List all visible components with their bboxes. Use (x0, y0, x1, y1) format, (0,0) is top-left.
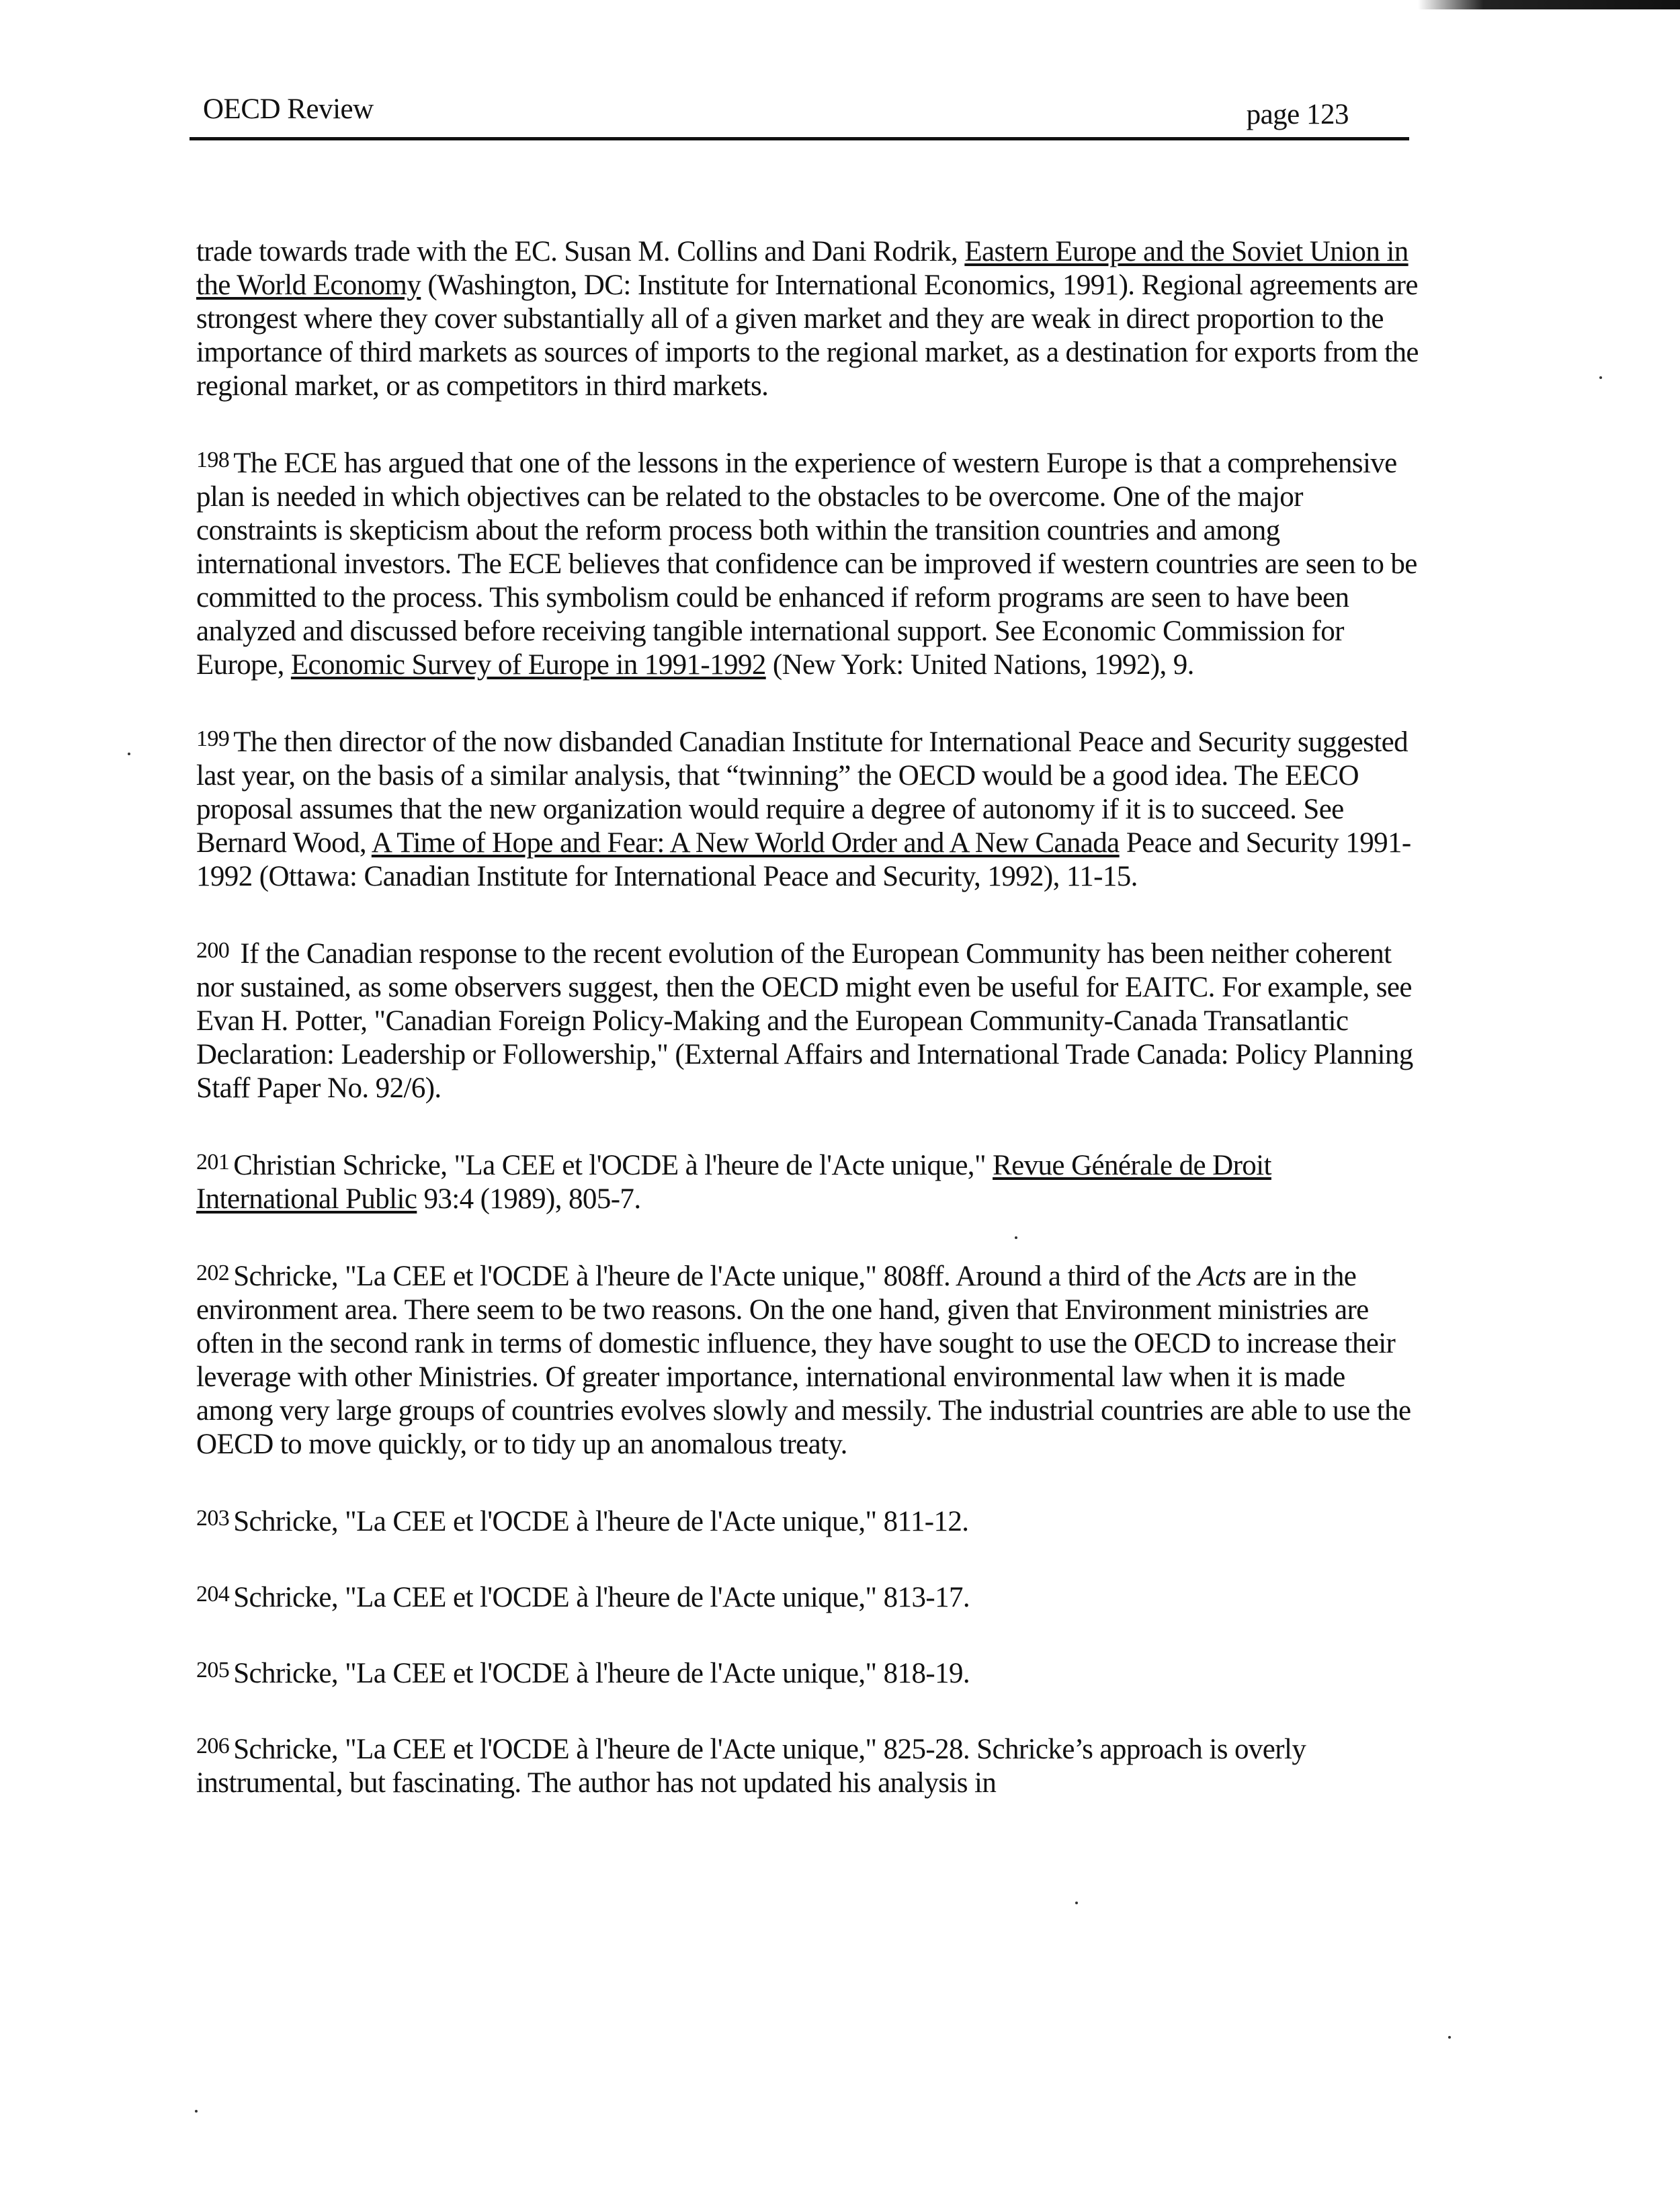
page-header (190, 89, 1409, 140)
note-number: 202 (196, 1261, 230, 1285)
scan-speck (1075, 1902, 1078, 1904)
endnote-continuation (196, 235, 1419, 403)
endnote-205 (196, 1654, 1419, 1691)
note-text: (New York: United Nations, 1992), 9. (765, 649, 1194, 681)
endnote-200 (196, 934, 1419, 1105)
page-number: page 123 (1246, 99, 1349, 130)
note-number: 200 (196, 938, 230, 963)
cited-title: A Time of Hope and Fear: A New World Order and A New Canada (371, 827, 1120, 859)
cited-title: Revue Générale de Droit International Public (196, 1150, 1271, 1215)
note-number: 198 (196, 448, 230, 472)
note-text: If the Canadian response to the recent evolution of the European Community has been neither coherent nor sustained, as some observers suggest, then the OECD might even be useful for EAITC. For example, see Evan H. Potter, "Canadian Foreign Policy-Making and the European Community-Canada Transatlantic Declaration: Leadership or Followership," (External Affairs and International Trade Canada: Policy Planning Staff Paper No. 92/6). (196, 938, 1413, 1104)
note-text: Schricke, "La CEE et l'OCDE à l'heure de l'Acte unique," 825-28. Schricke’s approach is overly instrumental, but fascinating. The author has not updated his analysis in (196, 1734, 1306, 1799)
note-text: Schricke, "La CEE et l'OCDE à l'heure de l'Acte unique," 818-19. (233, 1658, 970, 1689)
note-number: 205 (196, 1658, 230, 1683)
note-text: (Washington, DC: Institute for International Economics, 1991). Regional agreements are strongest where they cover substantially all of a given market and they are weak in direct proportion to the importance of third markets as sources of imports to the regional market, as a destination for exports from the regional market, or as competitors in third markets. (196, 269, 1419, 402)
scan-speck (1015, 1236, 1017, 1239)
note-text: Schricke, "La CEE et l'OCDE à l'heure de l'Acte unique," 811-12. (233, 1506, 969, 1537)
note-text: Christian Schricke, "La CEE et l'OCDE à l'heure de l'Acte unique," (233, 1150, 993, 1181)
endnote-198 (196, 443, 1419, 682)
endnote-206 (196, 1730, 1419, 1800)
note-text: trade towards trade with the EC. Susan M. Collins and Dani Rodrik, (196, 236, 965, 267)
note-number: 204 (196, 1582, 230, 1607)
header-title: OECD Review (203, 93, 374, 125)
note-text: 93:4 (1989), 805-7. (417, 1183, 641, 1215)
endnote-203 (196, 1502, 1419, 1539)
note-text: The then director of the now disbanded Canadian Institute for International Peace and Security suggested last year, on the basis of a similar analysis, that “twinning” the OECD would be a good idea. The EECO proposal assumes that the new organization would require a degree of autonomy if it is to succeed. See Bernard Wood, (196, 726, 1409, 859)
italic-term: Acts (1198, 1261, 1247, 1292)
endnote-201 (196, 1146, 1419, 1216)
endnote-199 (196, 722, 1419, 894)
scan-speck (128, 753, 130, 755)
endnotes-body (196, 235, 1419, 1840)
note-text: Schricke, "La CEE et l'OCDE à l'heure de l'Acte unique," 808ff. Around a third of the (233, 1261, 1198, 1292)
note-text: Schricke, "La CEE et l'OCDE à l'heure de l'Acte unique," 813-17. (233, 1582, 970, 1613)
endnote-204 (196, 1578, 1419, 1615)
cited-title: Economic Survey of Europe in 1991-1992 (290, 649, 766, 681)
note-number: 199 (196, 726, 230, 751)
scan-speck (1448, 2036, 1451, 2039)
scan-speck (195, 2110, 198, 2113)
note-text: are in the environment area. There seem to be two reasons. On the one hand, given that Environment ministries are often in the second rank in terms of domestic influence, they have sought to use the OECD to increase their leverage with other Ministries. Of greater importance, international environmental law when it is made among very large groups of countries evolves slowly and messily. The industrial countries are able to use the OECD to move quickly, or to tidy up an anomalous treaty. (196, 1261, 1411, 1460)
note-number: 206 (196, 1734, 230, 1758)
note-text: The ECE has argued that one of the lessons in the experience of western Europe is that a comprehensive plan is needed in which objectives can be related to the obstacles to be overcome. One of the major constraints is skepticism about the reform process both within the transition countries and among international investors. The ECE believes that confidence can be improved if western countries are seen to be committed to the process. This symbolism could be enhanced if reform programs are seen to have been analyzed and discussed before receiving tangible international support. See Economic Commission for Europe, (196, 448, 1417, 681)
cited-title: Eastern Europe and the Soviet Union in the World Economy (196, 236, 1409, 301)
note-number: 201 (196, 1150, 230, 1175)
scan-speck (1599, 376, 1602, 379)
endnote-202 (196, 1257, 1419, 1461)
note-number: 203 (196, 1506, 230, 1531)
scan-artifact (1418, 0, 1680, 9)
note-text: Peace and Security 1991-1992 (Ottawa: Canadian Institute for International Peace and Security, 1992), 11-15. (196, 827, 1411, 892)
